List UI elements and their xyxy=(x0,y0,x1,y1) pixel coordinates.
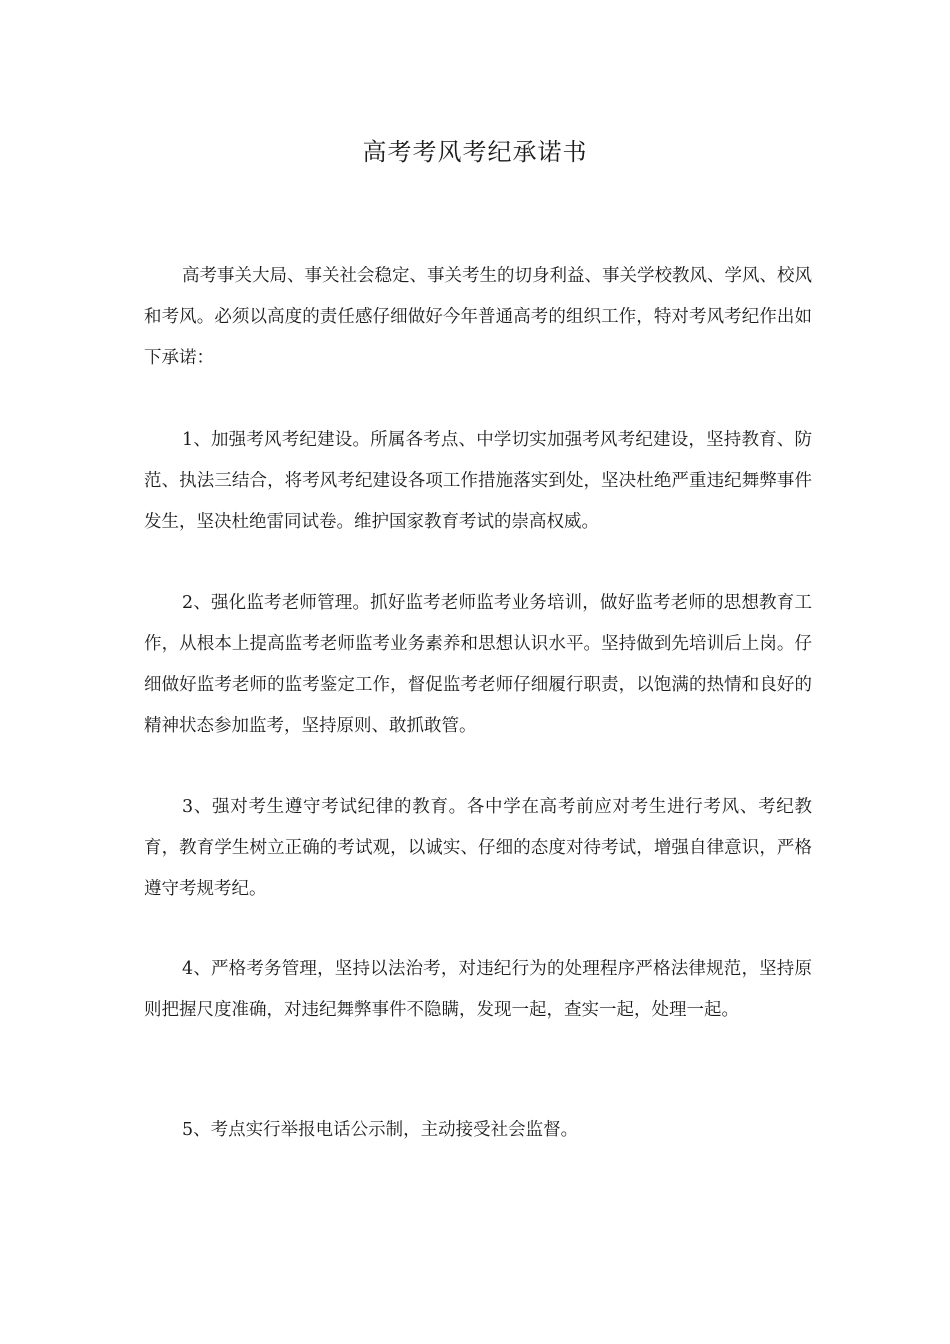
document-title: 高考考风考纪承诺书 xyxy=(362,138,588,166)
commitment-item-5: 5、考点实行举报电话公示制，主动接受社会监督。 xyxy=(182,1120,579,1140)
intro-paragraph: 高考事关大局、事关社会稳定、事关考生的切身利益、事关学校教风、学风、校风和考风。必须以高度的责任感仔细做好今年普通高考的组织工作，特对考风考纪作出如下承诺： xyxy=(144,266,812,368)
commitment-item-2: 2、强化监考老师管理。抓好监考老师监考业务培训，做好监考老师的思想教育工作，从根本上提高监考老师监考业务素养和思想认识水平。坚持做到先培训后上岗。仔细做好监考老师的监考鉴定工作，督促监考老师仔细履行职责，以饱满的热情和良好的精神状态参加监考，坚持原则、敢抓敢管。 xyxy=(144,593,812,736)
commitment-item-4: 4、严格考务管理，坚持以法治考，对违纪行为的处理程序严格法律规范，坚持原则把握尺度准确，对违纪舞弊事件不隐瞒，发现一起，查实一起，处理一起。 xyxy=(144,959,812,1020)
commitment-item-3: 3、强对考生遵守考试纪律的教育。各中学在高考前应对考生进行考风、考纪教育，教育学生树立正确的考试观，以诚实、仔细的态度对待考试，增强自律意识，严格遵守考规考纪。 xyxy=(144,797,812,899)
commitment-item-1: 1、加强考风考纪建设。所属各考点、中学切实加强考风考纪建设，坚持教育、防范、执法三结合，将考风考纪建设各项工作措施落实到处，坚决杜绝严重违纪舞弊事件发生，坚决杜绝雷同试卷。维护国家教育考试的崇高权威。 xyxy=(144,430,812,532)
